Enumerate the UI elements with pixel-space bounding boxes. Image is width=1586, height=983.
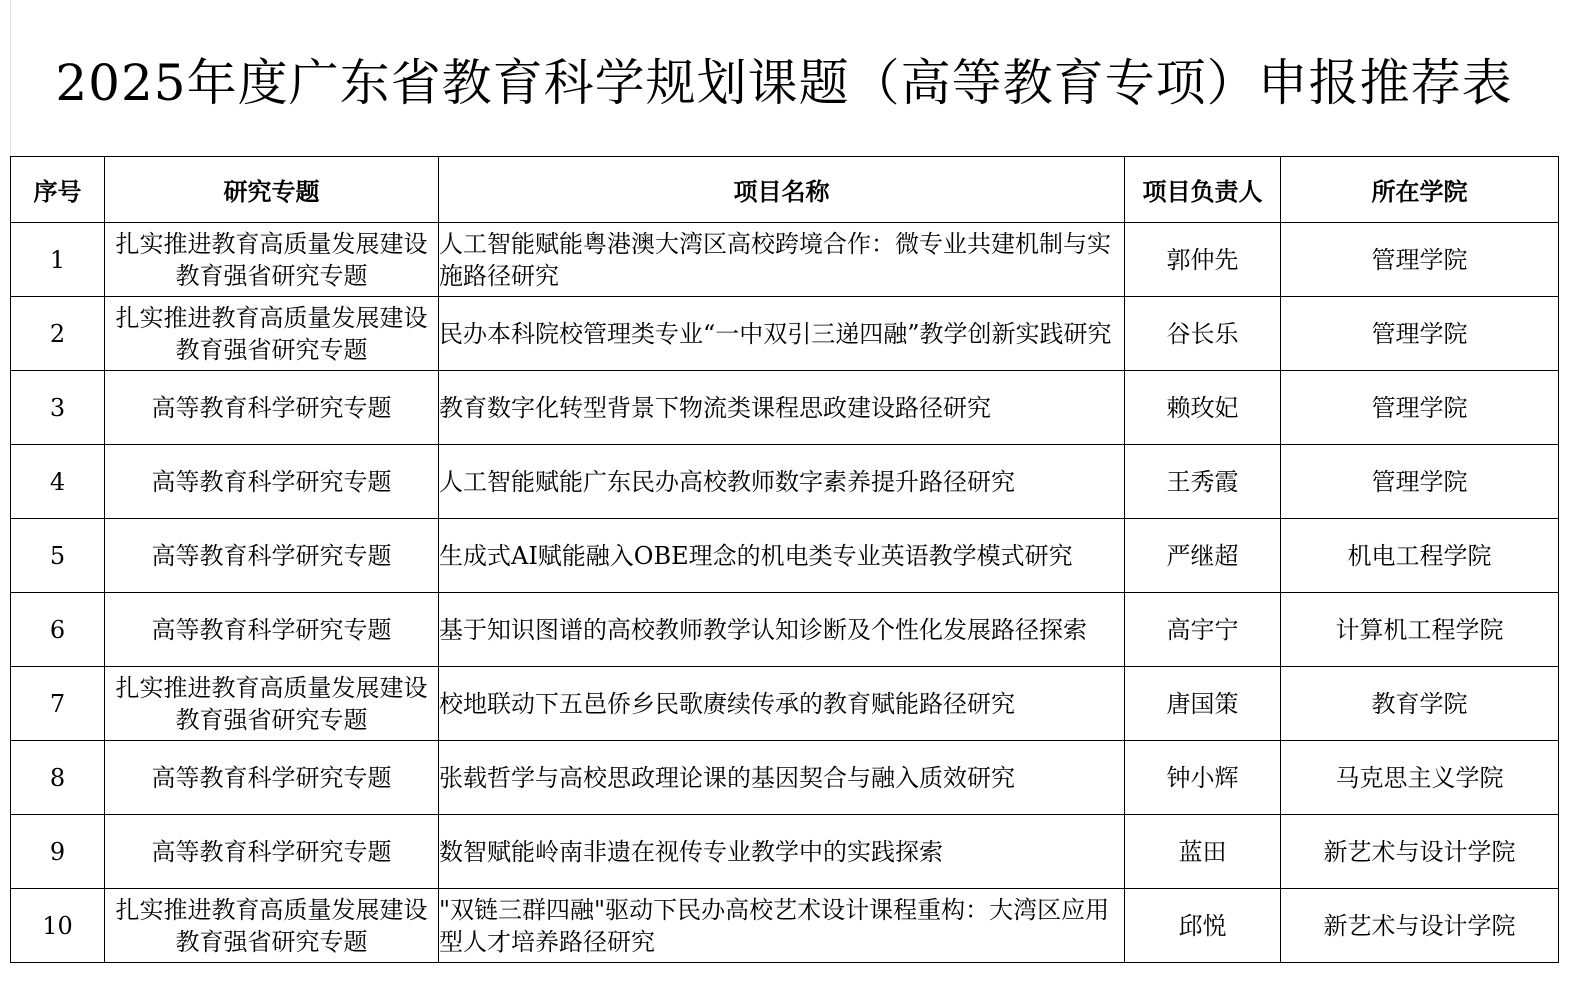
header-name[interactable]: 项目名称 [439, 157, 1125, 223]
cell-topic[interactable]: 高等教育科学研究专题 [105, 815, 439, 889]
cell-project-name[interactable]: 人工智能赋能粤港澳大湾区高校跨境合作：微专业共建机制与实施路径研究 [439, 223, 1125, 297]
table-row [11, 223, 1559, 297]
cell-dept[interactable]: 计算机工程学院 [1281, 593, 1559, 667]
recommendation-table [10, 156, 1559, 963]
table-row [11, 445, 1559, 519]
cell-leader[interactable]: 邱悦 [1125, 889, 1281, 963]
cell-dept[interactable]: 管理学院 [1281, 445, 1559, 519]
table-row [11, 667, 1559, 741]
cell-num[interactable]: 8 [11, 741, 105, 815]
table-row [11, 593, 1559, 667]
cell-leader[interactable]: 蓝田 [1125, 815, 1281, 889]
cell-project-name[interactable]: 张载哲学与高校思政理论课的基因契合与融入质效研究 [439, 741, 1125, 815]
cell-topic[interactable]: 高等教育科学研究专题 [105, 593, 439, 667]
table-row [11, 889, 1559, 963]
cell-num[interactable]: 9 [11, 815, 105, 889]
cell-leader[interactable]: 赖玫妃 [1125, 371, 1281, 445]
cell-topic[interactable]: 扎实推进教育高质量发展建设教育强省研究专题 [105, 297, 439, 371]
cell-dept[interactable]: 机电工程学院 [1281, 519, 1559, 593]
cell-num[interactable]: 1 [11, 223, 105, 297]
cell-topic[interactable]: 扎实推进教育高质量发展建设教育强省研究专题 [105, 223, 439, 297]
header-topic[interactable]: 研究专题 [105, 157, 439, 223]
cell-leader[interactable]: 高宇宁 [1125, 593, 1281, 667]
cell-topic[interactable]: 扎实推进教育高质量发展建设教育强省研究专题 [105, 889, 439, 963]
cell-num[interactable]: 10 [11, 889, 105, 963]
table-row [11, 741, 1559, 815]
cell-leader[interactable]: 唐国策 [1125, 667, 1281, 741]
cell-num[interactable]: 6 [11, 593, 105, 667]
table-row [11, 519, 1559, 593]
cell-num[interactable]: 3 [11, 371, 105, 445]
cell-project-name[interactable]: 生成式AI赋能融入OBE理念的机电类专业英语教学模式研究 [439, 519, 1125, 593]
cell-num[interactable]: 4 [11, 445, 105, 519]
cell-project-name[interactable]: 民办本科院校管理类专业“一中双引三递四融”教学创新实践研究 [439, 297, 1125, 371]
table-row [11, 297, 1559, 371]
cell-leader[interactable]: 钟小辉 [1125, 741, 1281, 815]
cell-leader[interactable]: 王秀霞 [1125, 445, 1281, 519]
header-dept[interactable]: 所在学院 [1281, 157, 1559, 223]
cell-topic[interactable]: 高等教育科学研究专题 [105, 519, 439, 593]
cell-leader[interactable]: 谷长乐 [1125, 297, 1281, 371]
cell-dept[interactable]: 管理学院 [1281, 371, 1559, 445]
cell-project-name[interactable]: 校地联动下五邑侨乡民歌赓续传承的教育赋能路径研究 [439, 667, 1125, 741]
table-row [11, 371, 1559, 445]
cell-num[interactable]: 7 [11, 667, 105, 741]
cell-dept[interactable]: 马克思主义学院 [1281, 741, 1559, 815]
cell-project-name[interactable]: 人工智能赋能广东民办高校教师数字素养提升路径研究 [439, 445, 1125, 519]
cell-leader[interactable]: 郭仲先 [1125, 223, 1281, 297]
cell-topic[interactable]: 扎实推进教育高质量发展建设教育强省研究专题 [105, 667, 439, 741]
header-leader[interactable]: 项目负责人 [1125, 157, 1281, 223]
cell-project-name[interactable]: "双链三群四融"驱动下民办高校艺术设计课程重构：大湾区应用型人才培养路径研究 [439, 889, 1125, 963]
cell-topic[interactable]: 高等教育科学研究专题 [105, 371, 439, 445]
table-header-row [11, 157, 1559, 223]
header-num[interactable]: 序号 [11, 157, 105, 223]
cell-dept[interactable]: 管理学院 [1281, 297, 1559, 371]
cell-project-name[interactable]: 基于知识图谱的高校教师教学认知诊断及个性化发展路径探索 [439, 593, 1125, 667]
cell-project-name[interactable]: 教育数字化转型背景下物流类课程思政建设路径研究 [439, 371, 1125, 445]
cell-dept[interactable]: 管理学院 [1281, 223, 1559, 297]
cell-dept[interactable]: 新艺术与设计学院 [1281, 815, 1559, 889]
cell-dept[interactable]: 教育学院 [1281, 667, 1559, 741]
page-title: 2025年度广东省教育科学规划课题（高等教育专项）申报推荐表 [55, 53, 1513, 112]
cell-dept[interactable]: 新艺术与设计学院 [1281, 889, 1559, 963]
cell-leader[interactable]: 严继超 [1125, 519, 1281, 593]
cell-num[interactable]: 5 [11, 519, 105, 593]
cell-project-name[interactable]: 数智赋能岭南非遗在视传专业教学中的实践探索 [439, 815, 1125, 889]
table-row [11, 815, 1559, 889]
cell-topic[interactable]: 高等教育科学研究专题 [105, 741, 439, 815]
cell-num[interactable]: 2 [11, 297, 105, 371]
cell-topic[interactable]: 高等教育科学研究专题 [105, 445, 439, 519]
